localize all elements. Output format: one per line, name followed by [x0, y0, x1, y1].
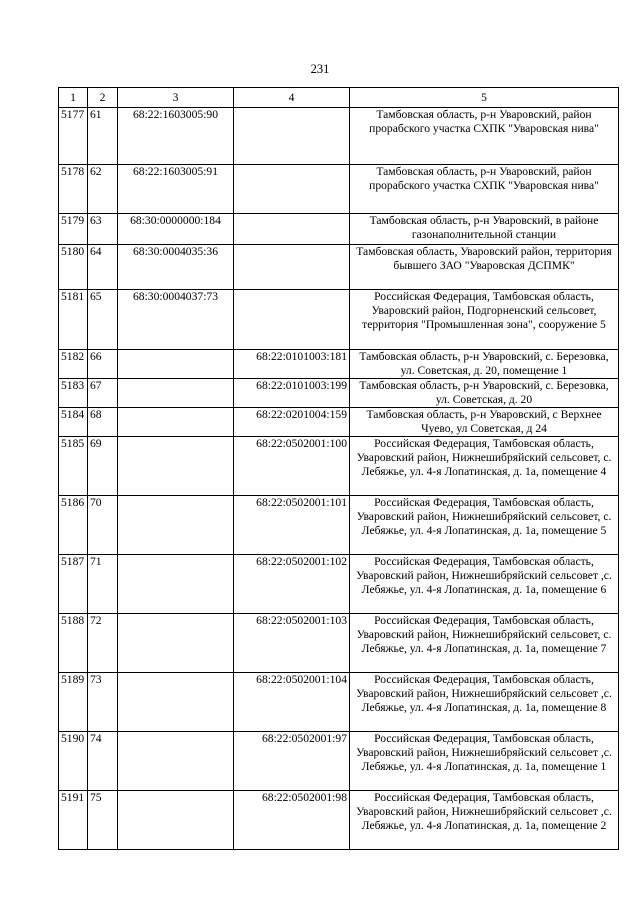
- table-row: [59, 214, 619, 245]
- cadastral-number-building: [234, 165, 350, 214]
- cadastral-number-land: [118, 379, 234, 408]
- address: Российская Федерация, Тамбовская область, Уваровский район, Нижнешибряйский сельсовет, с. Лебяжье, ул. 4-я Лопатинская, д. 1а, помещение 5: [350, 496, 619, 555]
- cadastral-number-land: [118, 673, 234, 732]
- cadastral-number-land: [118, 496, 234, 555]
- header-col-4: 4: [234, 88, 350, 108]
- record-number: 5190: [59, 732, 88, 791]
- record-number: 5183: [59, 379, 88, 408]
- table-row: [59, 496, 619, 555]
- cadastral-number-building: [234, 245, 350, 290]
- table-row: [59, 350, 619, 379]
- table-row: [59, 290, 619, 350]
- table-row: [59, 408, 619, 437]
- record-index: 70: [88, 496, 118, 555]
- address: Тамбовская область, р-н Уваровский, с. Березовка, ул. Советская, д. 20: [350, 379, 619, 408]
- registry-table: [58, 87, 619, 850]
- table-row: [59, 732, 619, 791]
- header-col-1: 1: [59, 88, 88, 108]
- cadastral-number-building: 68:22:0101003:181: [234, 350, 350, 379]
- record-number: 5178: [59, 165, 88, 214]
- address: Тамбовская область, р-н Уваровский, с Верхнее Чуево, ул Советская, д 24: [350, 408, 619, 437]
- address: Российская Федерация, Тамбовская область, Уваровский район, Нижнешибряйский сельсовет, с. Лебяжье, ул. 4-я Лопатинская, д. 1а, помещение 7: [350, 614, 619, 673]
- record-number: 5187: [59, 555, 88, 614]
- address: Российская Федерация, Тамбовская область, Уваровский район, Подгорненский сельсовет, территория "Промышленная зона", сооружение 5: [350, 290, 619, 350]
- address: Тамбовская область, р-н Уваровский, в районе газонаполнительной станции: [350, 214, 619, 245]
- cadastral-number-building: 68:22:0502001:104: [234, 673, 350, 732]
- address: Российская Федерация, Тамбовская область, Уваровский район, Нижнешибряйский сельсовет ,с. Лебяжье, ул. 4-я Лопатинская, д. 1а, помещение 1: [350, 732, 619, 791]
- record-index: 63: [88, 214, 118, 245]
- cadastral-number-building: 68:22:0502001:102: [234, 555, 350, 614]
- record-number: 5182: [59, 350, 88, 379]
- cadastral-number-building: [234, 290, 350, 350]
- cadastral-number-land: 68:30:0004037:73: [118, 290, 234, 350]
- record-index: 73: [88, 673, 118, 732]
- record-number: 5191: [59, 791, 88, 850]
- record-number: 5181: [59, 290, 88, 350]
- record-number: 5186: [59, 496, 88, 555]
- address: Российская Федерация, Тамбовская область, Уваровский район, Нижнешибряйский сельсовет ,с. Лебяжье, ул. 4-я Лопатинская, д. 1а, помещение 8: [350, 673, 619, 732]
- record-number: 5179: [59, 214, 88, 245]
- cadastral-number-land: [118, 555, 234, 614]
- table-row: [59, 165, 619, 214]
- address: Российская Федерация, Тамбовская область, Уваровский район, Нижнешибряйский сельсовет ,с. Лебяжье, ул. 4-я Лопатинская, д. 1а, помещение 2: [350, 791, 619, 850]
- table-row: [59, 555, 619, 614]
- page-number: 231: [310, 62, 330, 76]
- address: Тамбовская область, р-н Уваровский, район прорабского участка СХПК "Уваровская нива": [350, 108, 619, 165]
- address: Тамбовская область, р-н Уваровский, район прорабского участка СХПК "Уваровская нива": [350, 165, 619, 214]
- cadastral-number-building: [234, 108, 350, 165]
- cadastral-number-land: [118, 350, 234, 379]
- table-row: [59, 614, 619, 673]
- record-index: 67: [88, 379, 118, 408]
- record-number: 5189: [59, 673, 88, 732]
- address: Российская Федерация, Тамбовская область, Уваровский район, Нижнешибряйский сельсовет ,с. Лебяжье, ул. 4-я Лопатинская, д. 1а, помещение 6: [350, 555, 619, 614]
- cadastral-number-land: [118, 791, 234, 850]
- cadastral-number-land: [118, 437, 234, 496]
- table-row: [59, 791, 619, 850]
- record-number: 5177: [59, 108, 88, 165]
- table-row: [59, 437, 619, 496]
- record-index: 74: [88, 732, 118, 791]
- address: Тамбовская область, р-н Уваровский, с. Березовка, ул. Советская, д. 20, помещение 1: [350, 350, 619, 379]
- record-number: 5188: [59, 614, 88, 673]
- cadastral-number-building: 68:22:0502001:101: [234, 496, 350, 555]
- cadastral-number-land: [118, 732, 234, 791]
- cadastral-number-building: 68:22:0502001:98: [234, 791, 350, 850]
- header-row: [59, 88, 619, 108]
- cadastral-number-land: 68:22:1603005:90: [118, 108, 234, 165]
- record-index: 66: [88, 350, 118, 379]
- record-index: 62: [88, 165, 118, 214]
- record-number: 5185: [59, 437, 88, 496]
- address: Тамбовская область, Уваровский район, территория бывшего ЗАО "Уваровская ДСПМК": [350, 245, 619, 290]
- record-index: 61: [88, 108, 118, 165]
- header-col-2: 2: [88, 88, 118, 108]
- cadastral-number-building: [234, 214, 350, 245]
- table-row: [59, 673, 619, 732]
- record-index: 69: [88, 437, 118, 496]
- cadastral-number-land: 68:30:0000000:184: [118, 214, 234, 245]
- cadastral-number-building: 68:22:0101003:199: [234, 379, 350, 408]
- record-index: 64: [88, 245, 118, 290]
- header-col-5: 5: [350, 88, 619, 108]
- cadastral-number-land: [118, 408, 234, 437]
- record-number: 5184: [59, 408, 88, 437]
- cadastral-number-land: 68:30:0004035:36: [118, 245, 234, 290]
- cadastral-number-building: 68:22:0502001:100: [234, 437, 350, 496]
- cadastral-number-land: 68:22:1603005:91: [118, 165, 234, 214]
- record-index: 65: [88, 290, 118, 350]
- record-index: 75: [88, 791, 118, 850]
- table-row: [59, 245, 619, 290]
- record-number: 5180: [59, 245, 88, 290]
- cadastral-number-building: 68:22:0201004:159: [234, 408, 350, 437]
- table-row: [59, 108, 619, 165]
- cadastral-number-land: [118, 614, 234, 673]
- cadastral-number-building: 68:22:0502001:103: [234, 614, 350, 673]
- record-index: 72: [88, 614, 118, 673]
- record-index: 68: [88, 408, 118, 437]
- cadastral-number-building: 68:22:0502001:97: [234, 732, 350, 791]
- header-col-3: 3: [118, 88, 234, 108]
- address: Российская Федерация, Тамбовская область, Уваровский район, Нижнешибряйский сельсовет, с. Лебяжье, ул. 4-я Лопатинская, д. 1а, помещение 4: [350, 437, 619, 496]
- record-index: 71: [88, 555, 118, 614]
- table-row: [59, 379, 619, 408]
